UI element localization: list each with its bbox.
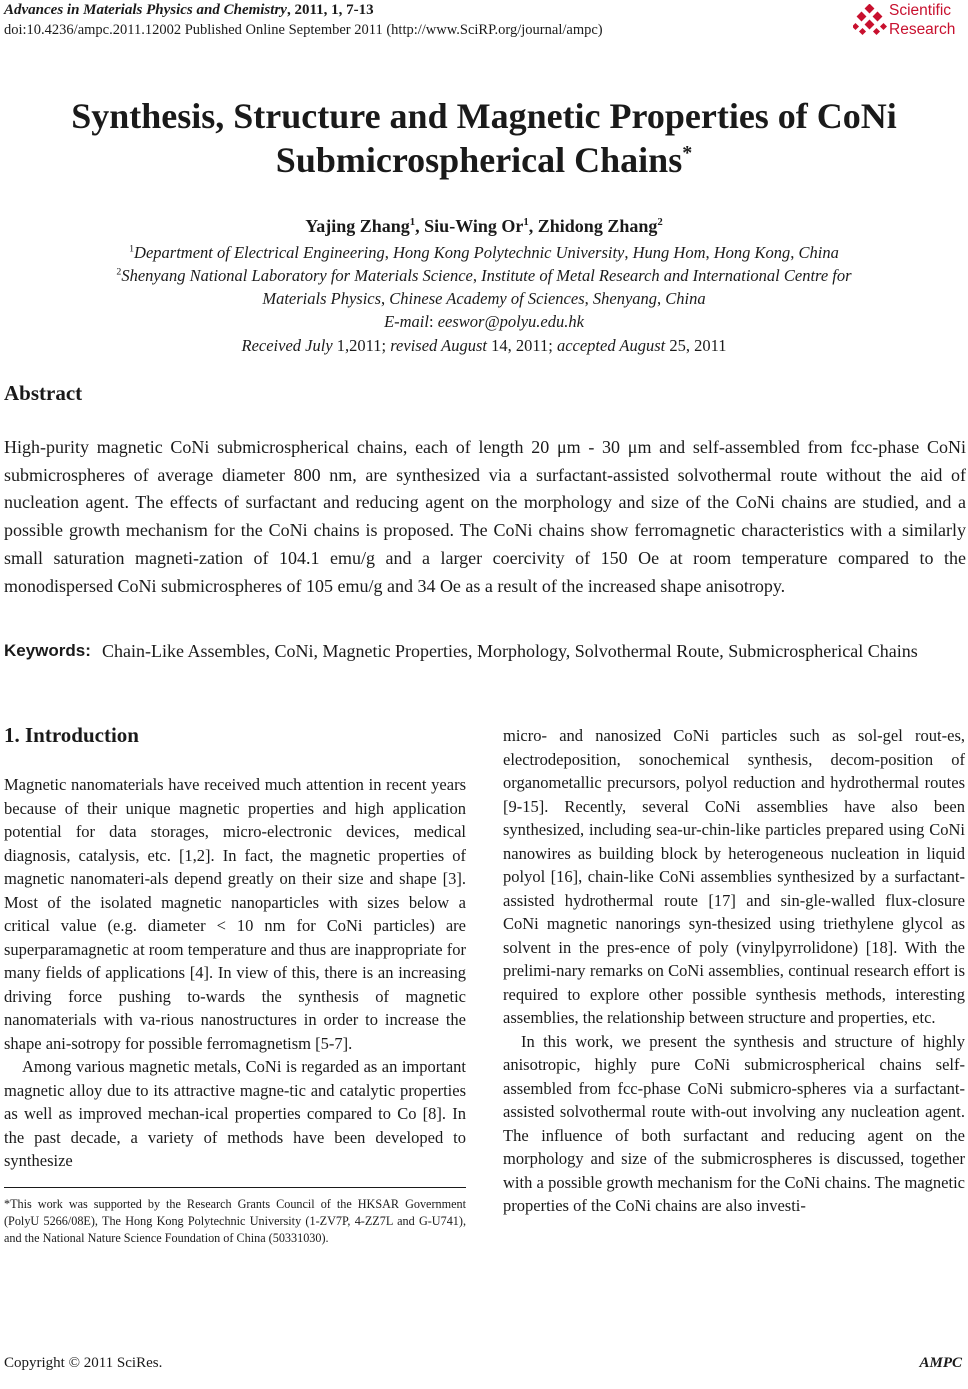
logo-line-2: Research [889, 21, 956, 38]
intro-paragraph-2: Among various magnetic metals, CoNi is regarded as an important magnetic alloy due to its attractive magne-tic and catalytic properties as well as improved mechan-ical properties compared to Co [8]. In the past decade, a variety of methods have been developed to synthesize [4, 1057, 466, 1170]
intro-paragraph-2-cont: micro- and nanosized CoNi particles such as sol-gel rout-es, electrodeposition, sonochemical synthesis, decom-position of organometallic precursors, polyol reduction and hydrothermal routes [9-15]. Recently, several CoNi assemblies have also been synthesized, including sea-ur-chin-like particles prepared using CoNi nanowires as building block by heterogeneous nucleation in liquid polyol [16], chain-like CoNi assemblies synthesized by a surfactant-assisted hydrothermal route [17] and sin-gle-walled flux-closure CoNi magnetic nanorings syn-thesized using triethylene glycol as solvent in the pres-ence of poly (vinylpyrrolidone) [18]. With the prelimi-nary remarks on CoNi assemblies, continual research effort is required to explore other possible synthesis methods, interesting assemblies, the relationship between structure and properties, etc. [503, 726, 965, 1027]
affiliation-1-univ: Hong Kong Polytechnic University [392, 243, 625, 262]
affiliation-1-country: China [798, 243, 839, 262]
doi-line: doi:10.4236/ampc.2011.12002 Published Online September 2011 (http://www.SciRP.org/journal/ampc) [4, 22, 603, 38]
affiliation-1-dept: Department of Electrical Engineering [134, 243, 385, 262]
publisher-logo-icon [853, 4, 887, 38]
right-column [503, 724, 965, 1218]
affiliation-2-lab: Shenyang National Laboratory for Materials Science [121, 266, 473, 285]
affiliation-1-number: 1 [129, 243, 135, 255]
received-label: Received July [241, 336, 333, 355]
journal-name: Advances in Materials Physics and Chemistry [4, 2, 287, 18]
left-column [4, 773, 466, 1173]
keywords-text: Chain-Like Assembles, CoNi, Magnetic Properties, Morphology, Solvothermal Route, Submicrospherical Chains [102, 641, 918, 661]
affiliation-1-region: Hong Kong [713, 243, 791, 262]
affiliation-2-academy: Chinese Academy of Sciences [389, 289, 585, 308]
author-1: Yajing Zhang [305, 216, 410, 236]
author-2-affil: 1 [523, 216, 529, 228]
title-footnote-mark: * [682, 142, 693, 164]
email-line: E-mail: eeswor@polyu.edu.hk [384, 312, 584, 331]
affiliation-2-institute: Institute of Metal Research and International Centre for [481, 266, 852, 285]
affiliation-2-centre: Materials Physics [262, 289, 382, 308]
journal-abbreviation: AMPC [919, 1355, 962, 1371]
title-line-2: Submicrospherical Chains [275, 140, 683, 180]
copyright: Copyright © 2011 SciRes. [4, 1355, 163, 1371]
affiliation-2-city: Shenyang [592, 289, 658, 308]
accepted-label: accepted August [556, 336, 666, 355]
affiliation-2-number: 2 [116, 266, 122, 278]
journal-volume: , 2011, 1, 7-13 [286, 2, 374, 18]
journal-header [4, 2, 374, 19]
author-list: Yajing Zhang$^1$, Siu-Wing Or$^1$, Zhidong Zhang$^2$ [305, 216, 663, 236]
author-2: Siu-Wing Or [424, 216, 524, 236]
intro-paragraph-3: In this work, we present the synthesis and structure of highly anisotropic, highly pure CoNi submicrospherical chains self-assembled from fcc-phase CoNi submicro-spheres via a surfactant-assisted solvothermal route with-out involving any nucleation agent. The influence of both surfactant and reducing agent on the morphology and size of the submicrospheres is discussed, together with a possible growth mechanism for the CoNi chains. The magnetic properties of the CoNi chains are also investi- [503, 1031, 965, 1215]
email-address[interactable]: eeswor@polyu.edu.hk [437, 312, 584, 331]
title-line-1: Synthesis, Structure and Magnetic Properties of CoNi [71, 96, 897, 136]
accepted-date: 25, 2011 [665, 336, 727, 355]
logo-line-1: Scientific [889, 2, 952, 19]
keywords-label: Keywords: [4, 641, 91, 660]
paper-title [0, 94, 968, 182]
publisher-logo-text [889, 1, 955, 39]
author-3: Zhidong Zhang [537, 216, 658, 236]
author-1-affil: 1 [409, 216, 416, 228]
intro-paragraph-1: Magnetic nanomaterials have received much attention in recent years because of their unique magnetic properties and high application potential for data storages, micro-electronic devices, medical diagnosis, catalysis, etc. [1,2]. In fact, the magnetic properties of magnetic nanomateri-als depend greatly on their size and shape [3]. Most of the isolated magnetic nanoparticles with sizes below a critical value (e.g. diameter < 10 nm for CoNi particles) are superparamagnetic at room temperature and thus are inappropriate for many fields of applications [4]. In view of this, there is an increasing driving force pushing to-wards the synthesis of magnetic nanomaterials with va-rious nanostructures in order to increase the shape ani-sotropy for possible ferromagnetism [5-7]. [4, 775, 466, 1053]
affiliation-2-line-1: $^2$Shenyang National Laboratory for Materials Science, Institute of Metal Research and International Centre for [116, 266, 852, 285]
affiliation-2-country: China [665, 289, 706, 308]
abstract-heading: Abstract [4, 381, 83, 405]
funding-footnote: *This work was supported by the Research Grants Council of the HKSAR Government (PolyU 5266/08E), The Hong Kong Polytechnic University (1-ZV7P, 4-ZZ7L and G-U741), and the National Nature Science Foundation of China (50331030). [4, 1197, 466, 1245]
publisher-logo [853, 1, 968, 43]
email-label: E-mail [384, 312, 429, 331]
dates-line [0, 335, 968, 357]
revised-date: 14, 2011; [486, 336, 557, 355]
affiliation-1: $^1$Department of Electrical Engineering, Hong Kong Polytechnic University, Hung Hom, Hong Kong, China [129, 243, 839, 262]
affiliation-1-city: Hung Hom [632, 243, 706, 262]
abstract-text: High-purity magnetic CoNi submicrospherical chains, each of length 20 μm - 30 μm and self-assembled from fcc-phase CoNi submicrospheres of average diameter 800 nm, are synthesized via a surfactant-assisted solvothermal route without the aid of nucleation agent. The effects of surfactant and reducing agent on the morphology and size of the CoNi chains are studied, and a possible growth mechanism for the CoNi chains is proposed. The CoNi chains show ferromagnetic characteristics with a similarly small saturation magneti-zation of 104.1 emu/g and a larger coercivity of 150 Oe at room temperature compared to the monodispersed CoNi submicrospheres of 105 emu/g and 34 Oe as a result of the increased shape anisotropy. [4, 437, 966, 596]
revised-label: revised August [390, 336, 487, 355]
affiliation-2-line-2: Materials Physics, Chinese Academy of Sciences, Shenyang, China [262, 289, 706, 308]
introduction-heading: 1. Introduction [4, 723, 139, 747]
author-3-affil: 2 [657, 216, 663, 228]
footnote-divider [4, 1187, 466, 1188]
received-date: 1,2011; [332, 336, 391, 355]
